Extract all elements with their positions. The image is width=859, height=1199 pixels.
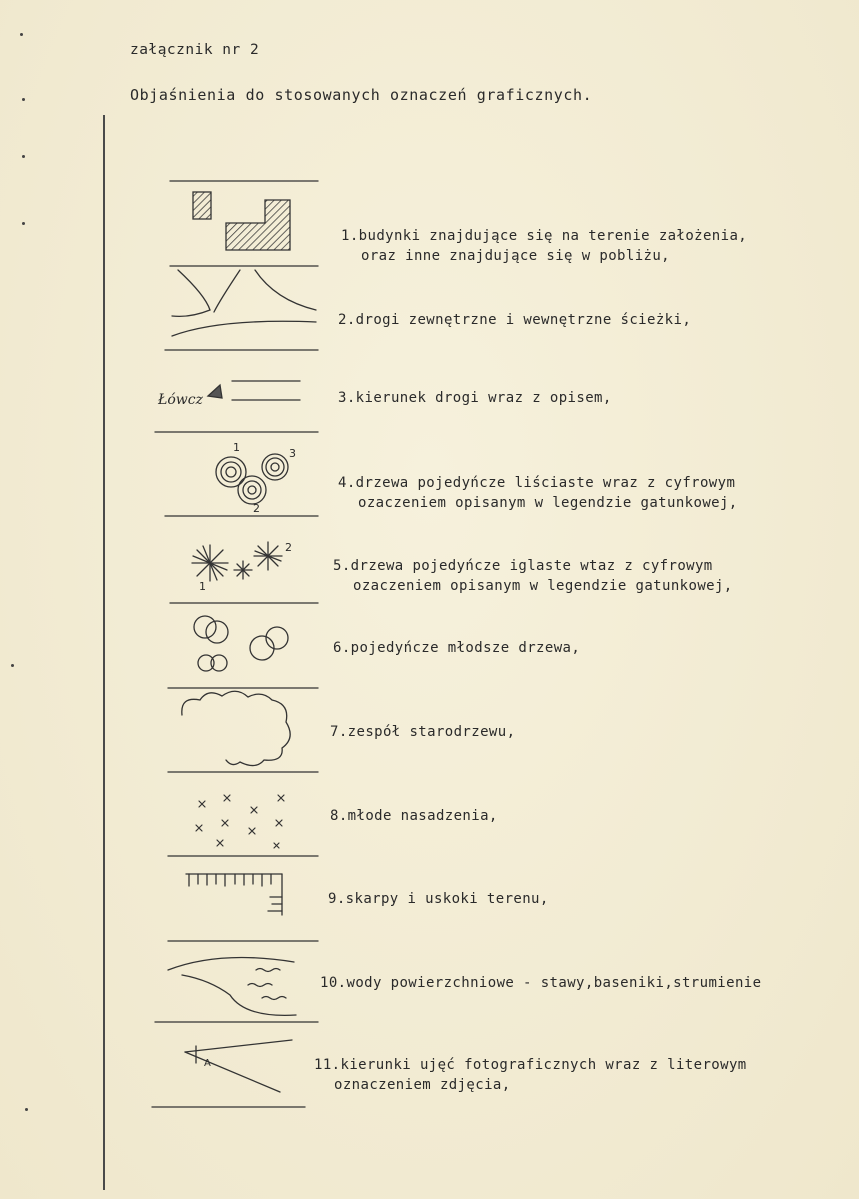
- deciduous-tree-icon: [216, 454, 288, 504]
- margin-dot: [22, 222, 25, 225]
- legend-item-2: 2.drogi zewnętrzne i wewnętrzne ścieżki,: [338, 312, 692, 328]
- tree-number: 1: [233, 441, 240, 454]
- page-title: Objaśnienia do stosowanych oznaczeń graficznych.: [130, 86, 593, 104]
- legend-item-10: 10.wody powierzchniowe - stawy,baseniki,strumienie: [320, 975, 762, 991]
- road-icon: [172, 321, 316, 336]
- legend-item-3: 3.kierunek drogi wraz z opisem,: [338, 390, 612, 406]
- building-icon: [226, 200, 290, 250]
- road-label: Łówcz: [158, 392, 203, 408]
- slope-icon: [186, 874, 282, 915]
- annex-label: załącznik nr 2: [130, 42, 260, 58]
- margin-dot: [25, 1108, 28, 1111]
- old-tree-stand-icon: [182, 691, 290, 765]
- building-icon: [193, 192, 211, 219]
- legend-item-7: 7.zespół starodrzewu,: [330, 724, 516, 740]
- tree-number: 2: [253, 502, 260, 515]
- legend-item-5: 5.drzewa pojedyńcze iglaste wtaz z cyfrowym ozaczeniem opisanym w legendzie gatunkowej,: [333, 558, 733, 594]
- legend-item-9: 9.skarpy i uskoki terenu,: [328, 891, 549, 907]
- margin-dot: [11, 664, 14, 667]
- water-icon: [168, 958, 296, 1016]
- margin-dot: [22, 98, 25, 101]
- photo-letter: A: [204, 1058, 211, 1069]
- tree-number: 3: [289, 447, 296, 460]
- young-tree-icon: [194, 616, 288, 671]
- legend-item-4: 4.drzewa pojedyńcze liściaste wraz z cyfrowym ozaczeniem opisanym w legendzie gatunkowej,: [338, 475, 738, 511]
- road-icon: [172, 270, 210, 316]
- margin-dot: [22, 155, 25, 158]
- photo-direction-icon: [185, 1040, 292, 1092]
- road-icon: [255, 270, 316, 310]
- conifer-number: 2: [285, 541, 292, 554]
- conifer-number: 1: [199, 580, 206, 593]
- margin-dot: [20, 33, 23, 36]
- legend-item-8: 8.młode nasadzenia,: [330, 808, 498, 824]
- legend-item-11: 11.kierunki ujęć fotograficznych wraz z literowym oznaczeniem zdjęcia,: [314, 1057, 747, 1093]
- road-icon: [214, 270, 240, 312]
- legend-item-1: 1.budynki znajdujące się na terenie założenia, oraz inne znajdujące się w pobliżu,: [341, 228, 748, 264]
- legend-item-6: 6.pojedyńcze młodsze drzewa,: [333, 640, 581, 656]
- conifer-tree-icon: [192, 542, 282, 581]
- young-plantings-icon: [196, 795, 284, 848]
